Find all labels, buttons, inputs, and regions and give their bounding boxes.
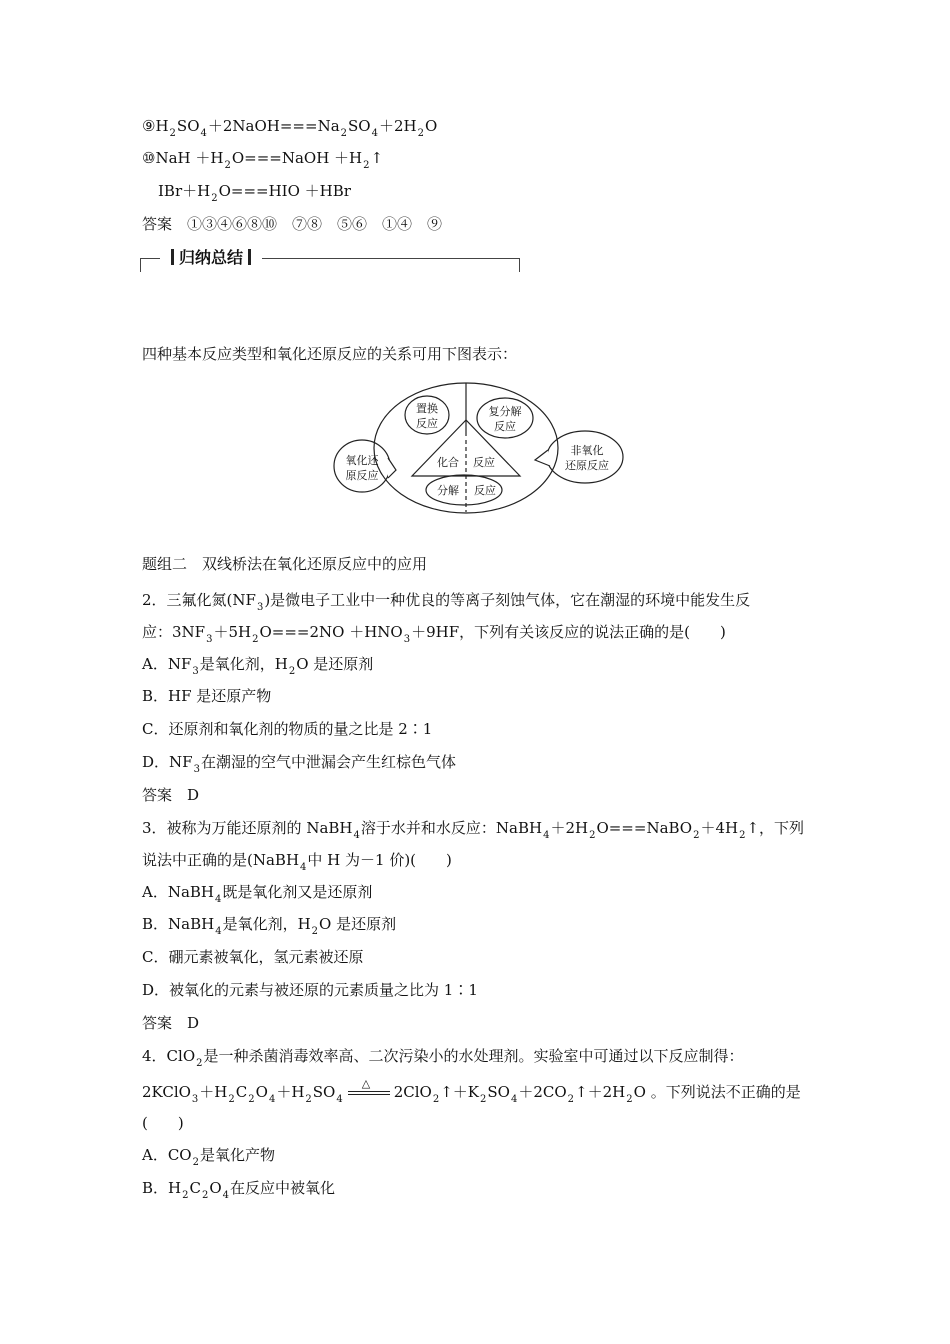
q3-option-a: A．NaBH$_4$既是氧化剂又是还原剂: [142, 883, 373, 905]
non-redox-bubble: [547, 431, 623, 483]
diagram-metathesis-2: 反应: [494, 420, 516, 433]
q2-option-b: B．HF 是还原产物: [142, 687, 272, 705]
diagram-redox-2: 原反应: [345, 469, 379, 482]
q2-option-a: A．$NF_3$是氧化剂，$H_2O$ 是还原剂: [142, 655, 374, 677]
diagram-redox-1: 氧化还: [345, 454, 379, 467]
redox-pointer: [388, 458, 396, 478]
q4-equation-line: $2KClO_3+H_2C_2O_4+H_2SO_4$ △ $2ClO_2↑+K_2SO_4+2CO_2↑+2H_2O$ 。下列说法不正确的是: [142, 1077, 801, 1105]
q2-answer: 答案 D: [142, 786, 200, 804]
q3-option-d: D．被氧化的元素与被还原的元素质量之比为 1∶1: [142, 981, 478, 999]
diagram-displacement-1: 置换: [416, 402, 438, 415]
q3-option-c: C．硼元素被氧化，氢元素被还原: [142, 948, 364, 966]
q2-stem-line-2: 应：$3NF_3+5H_2O===2NO +HNO_3+9HF$，下列有关该反应的说法正确的是( ): [142, 623, 726, 645]
q2-stem-line-1: 2．三氟化氮$(NF_3)$是微电子工业中一种优良的等离子刻蚀气体，它在潮湿的环境中能发生反: [142, 591, 751, 613]
answer-line-1: 答案 ①③④⑥⑧⑩ ⑦⑧ ⑤⑥ ①④ ⑨: [142, 215, 443, 233]
q4-stem-line-1: 4．ClO$_2$是一种杀菌消毒效率高、二次污染小的水处理剂。实验室中可通过以下反应制得：: [142, 1047, 744, 1069]
equation-10: ⑩NaH $+H_2O===NaOH$ $+H_2↑$: [142, 149, 384, 171]
diagram-combination-left: 化合: [437, 456, 459, 469]
diagram-combination-right: 反应: [473, 456, 495, 469]
q2-option-c: C．还原剂和氧化剂的物质的量之比是 2∶1: [142, 720, 433, 738]
summary-heading: 归纳总结: [160, 246, 262, 270]
non-redox-pointer: [535, 450, 550, 466]
equation-9: $⑨H_2SO_4+2NaOH===Na_2SO_4+2H_2O$: [142, 117, 438, 139]
group-2-title: 题组二 双线桥法在氧化还原反应中的应用: [142, 555, 428, 573]
diagram-non-redox-2: 还原反应: [565, 459, 609, 472]
q2-option-d: D．$NF_3$在潮湿的空气中泄漏会产生红棕色气体: [142, 753, 456, 775]
diagram-decomposition-left: 分解: [437, 484, 459, 497]
equation-11: $IBr+H_2O===HIO +HBr$: [158, 182, 351, 204]
diagram-non-redox-1: 非氧化: [570, 444, 604, 457]
summary-heading-box: [140, 246, 520, 272]
q4-option-a: A．$CO_2$是氧化产物: [142, 1146, 275, 1168]
reaction-type-diagram: [330, 378, 630, 520]
q3-stem-line-2: 说法中正确的是(NaBH$_4$中 H 为－1 价)( ): [142, 851, 452, 873]
q4-option-b: B．$H_2C_2O_4$在反应中被氧化: [142, 1179, 336, 1201]
q3-answer: 答案 D: [142, 1014, 200, 1032]
q3-stem-line-1: 3．被称为万能还原剂的 NaBH$_4$溶于水并和水反应：$NaBH_4+2H_2O===NaBO_2+4H_2↑$，下列: [142, 819, 805, 841]
diagram-decomposition-right: 反应: [474, 484, 496, 497]
heat-condition: △: [348, 1082, 390, 1102]
diagram-intro: 四种基本反应类型和氧化还原反应的关系可用下图表示：: [142, 345, 518, 363]
diagram-metathesis-1: 复分解: [488, 405, 522, 418]
diagram-displacement-2: 反应: [416, 417, 438, 430]
q4-stem-line-3: ( ): [142, 1114, 184, 1132]
q3-option-b: B．NaBH$_4$是氧化剂，$H_2O$ 是还原剂: [142, 915, 397, 937]
